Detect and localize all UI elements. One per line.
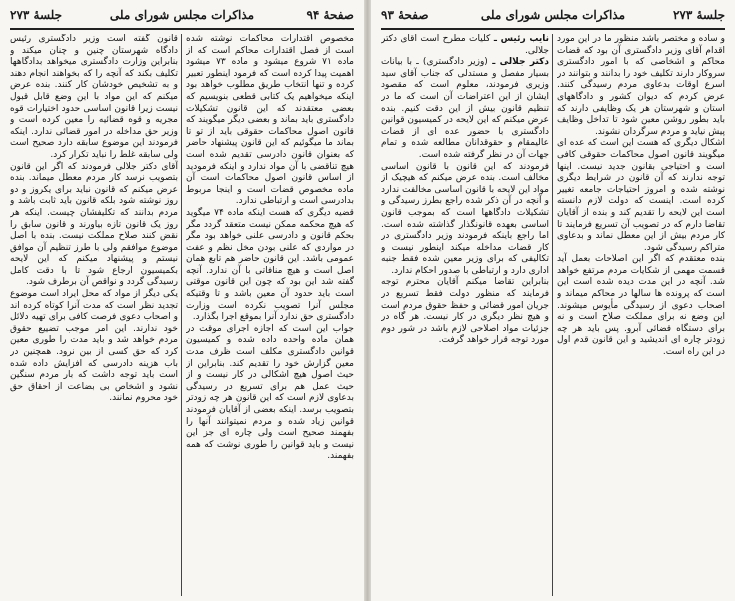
right-page-number: صفحهٔ ۹۳ [381, 8, 429, 22]
paragraph [186, 208, 354, 324]
right-page [371, 0, 735, 601]
speaker-name: دکتر جلالی ـ [487, 57, 549, 68]
left-page-left-column [10, 34, 178, 596]
right-page-left-column [381, 34, 549, 596]
paragraph [381, 34, 549, 57]
right-page-title: مذاکرات مجلس شورای ملی [480, 8, 626, 22]
paragraph-text: فرمودند که این قانون با قانون اساسی مخالف است. بنده عرض میکنم که هیچیک از مواد این لایحه با قانون اساسی مخالفت ندارد و آنچه در آن ذکر شده راجع بطرز رسیدگی و تشکیلات دادگاهها است که بموجب قانون اساسی بعهده قانونگذار گذاشته شده است. اما راجع باینکه فرمودند وزیر دادگستری در کار قضات مداخله میکند اینطور نیست و تکالیفی که برای وزیر معین شده فقط جنبه اداری دارد و ارتباطی با صدور احکام ندارد. [381, 161, 549, 276]
right-page-header [381, 8, 725, 26]
paragraph [557, 254, 725, 358]
paragraph [557, 34, 725, 138]
paragraph-text: اشکال دیگری که هست این است که عده ای میگویند قانون اصول محاکمات حقوقی کافی است و احتیاجی بقانون جدید نیست. اینها توجه ندارند که آن قانون در شرایط دیگری نوشته شده و امروز احتیاجات جامعه تغییر کرده است. اینست که دولت لازم دانسته است این لایحه را تقدیم کند و بنده از آقایان تقاضا دارم که در تصویب آن تسریع فرمایند تا کار مردم بیش از این معطل نماند و بدعاوی متراکم رسیدگی شود. [557, 138, 725, 253]
speaker-name: نایب رئیس ـ [490, 34, 549, 44]
paragraph-text: و ساده و مختصر باشد منظور ما در این مورد اقدام آقای وزیر دادگستری آن بود که قضات محاکم و اشخاصی که با امور دادگستری سروکار دارند تکلیف خود را بدانند و بتوانند در اسرع اوقات بدعاوی مردم رسیدگی کنند. عرض کردم که دیوان کشور و دادگاههای استان و شهرستان هر یک وظایفی دارند که باید بطور روشن معین شود تا تداخل وظایف پیش نیاید و مردم سرگردان نشوند. [557, 34, 725, 137]
paragraph-text: مخصوص اقتدارات محاکمات نوشته شده است از فصل اقتدارات محاکم است که از ماده ۷۱ شروع میشود و ماده ۷۳ میشود اهمیت پیدا کرده است که فرمود اینطور تعبیر کرده و تنها انتخاب طریق مطلوب خواهد بود اینکه میخواهیم یک کتابی قطعی بنویسیم که بعضی معتقدند که این قانون تشکیلات دادگستری باید بماند و بعضی دیگر میگویند که قانون اصول محاکمات حقوقی باید از تو تا بماند ما میگوئیم که این قانون پیشنهاد حاضر که بعنوان قانون دادرسی تقدیم شده است هیچ تناقضی با آن مواد ندارد و اینکه فرمودید از اساس قانون اصول محاکمات است آن ماده مخصوص قضات است و اینجا مربوط بدادرسی است و ارتباطی ندارد. [186, 34, 354, 207]
paragraph [10, 162, 178, 290]
right-page-right-column [557, 34, 725, 596]
left-page-number: صفحهٔ ۹۴ [306, 8, 354, 22]
right-page-session: جلسهٔ ۲۷۳ [672, 8, 725, 22]
paragraph-text: (وزیر دادگستری) ـ با بیانات بسیار مفصل و مستدلی که جناب آقای سید وزیری فرمودند، معلوم است که مقصود ایشان از این اعتراضات آن است که ما در تنظیم قانون بیش از این دقت کنیم. بنده عرض میکنم که این لایحه در کمیسیون قوانین دادگستری با حضور عده ای از قضات عالیمقام و حقوقدانان مطالعه شده و تمام جهات آن در نظر گرفته شده است. [381, 57, 549, 160]
right-column-divider [552, 34, 553, 596]
paragraph [10, 34, 178, 162]
right-header-rule [381, 28, 725, 30]
left-header-rule [10, 28, 354, 30]
paragraph [381, 162, 549, 278]
left-column-divider [181, 34, 182, 596]
left-page-session: جلسهٔ ۲۷۳ [10, 8, 63, 22]
paragraph-text: بنده معتقدم که اگر این اصلاحات بعمل آید قسمت مهمی از شکایات مردم مرتفع خواهد شد. آنچه در این مدت دیده شده است این است که پرونده ها سالها در محاکم میماند و اصحاب دعوی از رسیدگی مأیوس میشوند. این وضع نه برای مملکت صلاح است و نه برای دستگاه قضائی آبرو. پس باید هر چه زودتر چاره ای اندیشید و این قانون قدم اول در این راه است. [557, 254, 725, 358]
left-page [0, 0, 364, 601]
paragraph-text: آقای دکتر جلالی فرمودند که اگر این قانون بتصویب نرسد کار مردم معطل میماند. بنده عرض میکنم که قانون نباید برای یکروز و دو روز نوشته شود بلکه قانون باید ثابت باشد و مردم بدانند که تکلیفشان چیست. اینکه هر روز یک قانون تازه بیاورند و قانون سابق را نقض کنند صلاح مملکت نیست. بنده با اصل موضوع موافقم ولی با طرز تنظیم آن موافق نیستم و پیشنهاد میکنم که این لایحه بکمیسیون ارجاع شود تا با دقت کامل رسیدگی گردد و نواقص آن برطرف شود. [10, 161, 178, 288]
paragraph [381, 57, 549, 161]
left-page-right-column [186, 34, 354, 596]
book-gutter [364, 0, 371, 601]
paragraph [186, 34, 354, 208]
left-page-title: مذاکرات مجلس شورای ملی [109, 8, 255, 22]
paragraph-text: کلیات مطرح است آقای دکتر جلالی. [381, 34, 549, 56]
paragraph [186, 324, 354, 463]
paragraph [381, 277, 549, 347]
paragraph-text: قضیه دیگری که هست اینکه ماده ۷۴ میگوید که هیچ محکمه ممکن نیست متعقد گردد مگر بحکم قانون و دادرسی علنی خواهد بود مگر در مواردی که علنی بودن مخل نظم و عفت عمومی باشد. این قانون حاضر هم تابع همان اصل است و هیچ منافاتی با آن ندارد. آنچه گفته شد این بود که چون این قانون موقتی است باید حدود آن معین باشد و تا وقتیکه مجلس آنرا تصویب نکرده است وزارت دادگستری حق ندارد آنرا بموقع اجرا بگذارد. [186, 207, 354, 323]
paragraph [557, 138, 725, 254]
paragraph-text: جواب این است که اجازه اجرای موقت در همان ماده واحده داده شده و کمیسیون قوانین دادگستری مکلف است ظرف مدت معین گزارش خود را تقدیم کند. بنابراین از حیث اصول هیچ اشکالی در کار نیست و از حیث عمل هم برای تسریع در رسیدگی بدعاوی لازم است که این قانون هر چه زودتر بتصویب برسد. اینکه بعضی از آقایان فرمودند قوانین زیاد شده و مردم نمیتوانند آنها را بفهمند صحیح است ولی چاره ای جز این نیست و باید قوانین را طوری نوشت که همه بفهمند. [186, 323, 354, 462]
paragraph [10, 289, 178, 405]
paragraph-text: یکی دیگر از مواد که محل ایراد است موضوع تجدید نظر است که مدت آنرا کوتاه کرده اند و اصحاب دعوی فرصت کافی برای تهیه دلائل خود ندارند. این امر موجب تضییع حقوق مردم خواهد شد و باید مدت را طوری معین کرد که حق کسی از بین نرود. همچنین در باب هزینه دادرسی که افزایش داده شده است باید توجه داشت که بار مردم سنگین نشود و اشخاص بی بضاعت از احقاق حق خود محروم نمانند. [10, 289, 178, 404]
paragraph-text: بنابراین تقاضا میکنم آقایان محترم توجه فرمایند که منظور دولت فقط تسریع در جریان امور قضائی و حفظ حقوق مردم است و هیچ نظر دیگری در کار نیست. هر گاه در جزئیات مواد اصلاحی لازم باشد در شور دوم مورد توجه قرار خواهد گرفت. [381, 277, 549, 346]
left-page-header [10, 8, 354, 26]
paragraph-text: قانون گفته است وزیر دادگستری رئیس دادگاه شهرستان چنین و چنان میکند و بنابراین وزارت دادگستری میخواهد بدادگاهها تکلیف بکند که آنچه را که بخواهند انجام دهند و به تشخیص خودشان کار کنند. بنده عرض میکنم که این مواد با این وضع قابل قبول نیست زیرا قانون اساسی حدود اختیارات قوه مجریه و قوه قضائیه را معین کرده است و وزیر حق مداخله در امور قضائی ندارد. اینکه فرمودند این موضوع سابقه دارد صحیح است ولی سابقه غلط را نباید تکرار کرد. [10, 34, 178, 160]
